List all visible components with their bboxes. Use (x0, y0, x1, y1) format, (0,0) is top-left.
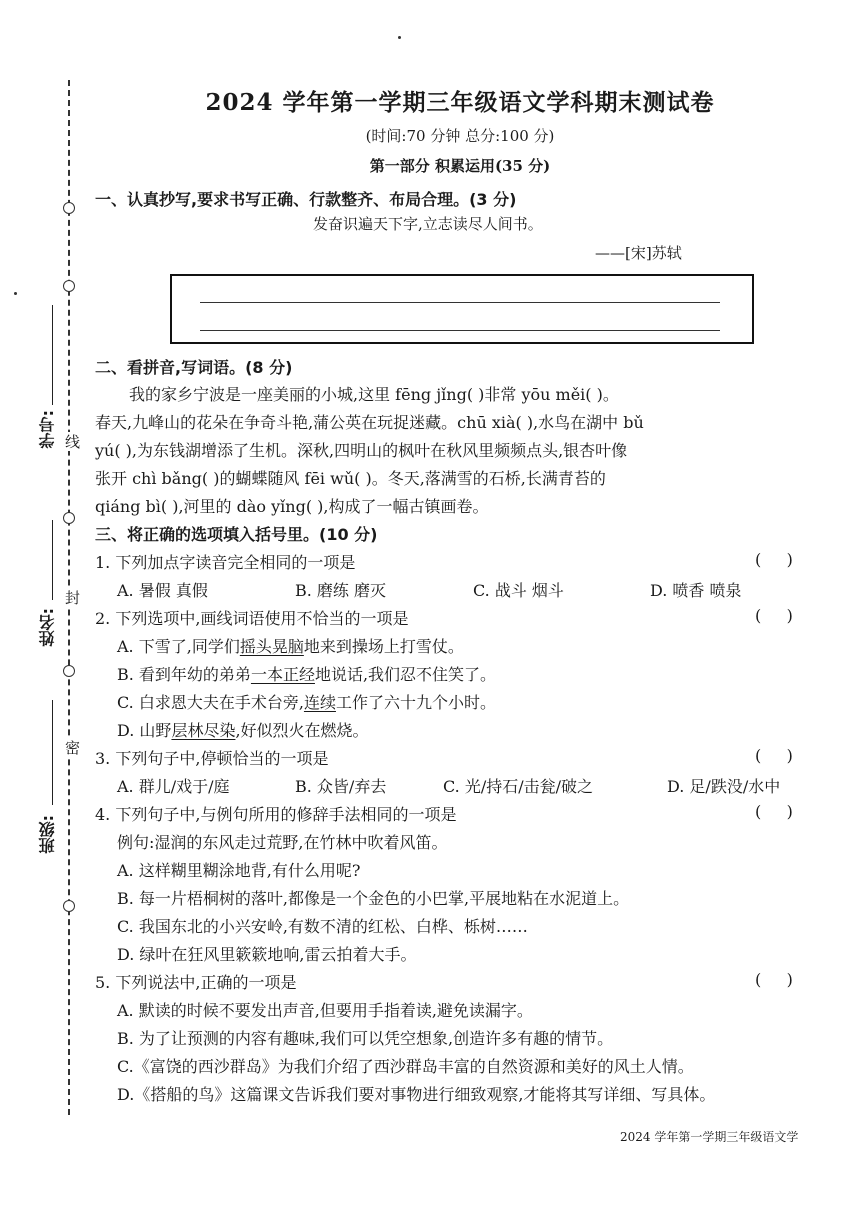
q5-option-a: A. 默读的时候不要发出声音,但要用手指着读,避免读漏字。 (117, 1001, 533, 1020)
answer-blank-q3[interactable]: ( ) (755, 746, 793, 765)
question-4-stem: 4. 下列句子中,与例句所用的修辞手法相同的一项是 (95, 805, 457, 824)
class-field[interactable] (52, 700, 53, 805)
binding-char-mi: 密 (63, 740, 81, 755)
q4-option-c: C. 我国东北的小兴安岭,有数不清的红松、白桦、栎树…… (117, 917, 528, 936)
binding-char-xian: 线 (63, 434, 81, 449)
binding-hole (63, 280, 75, 292)
binding-hole (63, 900, 75, 912)
q3-option-b: B. 众皆/弃去 (295, 777, 387, 796)
page-footer: 2024 学年第一学期三年级语文学 (620, 1130, 799, 1144)
q4-example: 例句:湿润的东风走过荒野,在竹林中吹着风笛。 (117, 833, 448, 852)
q1-option-d: D. 喷香 喷泉 (650, 581, 742, 600)
answer-blank-q5[interactable]: ( ) (755, 970, 793, 989)
underlined-word: 一本正经 (250, 665, 315, 684)
question-3-stem: 3. 下列句子中,停顿恰当的一项是 (95, 749, 329, 768)
q2-option-c: C. 白求恩大夫在手术台旁,连续工作了六十九个小时。 (117, 693, 496, 712)
q4-option-b: B. 每一片梧桐树的落叶,都像是一个金色的小巴掌,平展地粘在水泥道上。 (117, 889, 630, 908)
q3-option-c: C. 光/持石/击瓮/破之 (443, 777, 594, 796)
q5-option-d: D.《搭船的鸟》这篇课文告诉我们要对事物进行细致观察,才能将其写详细、写具体。 (117, 1085, 716, 1104)
writing-line (200, 330, 720, 331)
q3-option-d: D. 足/跌没/水中 (667, 777, 781, 796)
exam-time-score: (时间:70 分钟 总分:100 分) (365, 127, 555, 145)
question-1-stem: 1. 下列加点字读音完全相同的一项是 (95, 553, 356, 572)
pinyin-line: 春天,九峰山的花朵在争奇斗艳,蒲公英在玩捉迷藏。chū xià( ),水鸟在湖中 bǔ (95, 413, 644, 432)
class-label: 班级: (38, 815, 57, 854)
binding-hole (63, 512, 75, 524)
writing-line (200, 302, 720, 303)
underlined-word: 连续 (303, 693, 336, 712)
binding-hole (63, 665, 75, 677)
question-5-stem: 5. 下列说法中,正确的一项是 (95, 973, 297, 992)
section3-heading: 三、将正确的选项填入括号里。(10 分) (95, 525, 378, 544)
page-title: 2024 学年第一学期三年级语文学科期末测试卷 (205, 89, 715, 116)
student-number-field[interactable] (52, 305, 53, 405)
q1-option-a: A. 暑假 真假 (117, 581, 208, 600)
pinyin-line: 我的家乡宁波是一座美丽的小城,这里 fēng jǐng( )非常 yōu měi( )。 (129, 385, 619, 404)
student-number-label: 学号: (38, 410, 57, 449)
pinyin-line: 张开 chì bǎng( )的蝴蝶随风 fēi wǔ( )。冬天,落满雪的石桥,长满青苔的 (95, 469, 606, 488)
copy-writing-box[interactable] (170, 274, 754, 344)
binding-hole (63, 202, 75, 214)
scan-speck (14, 292, 17, 295)
poem-author: ——[宋]苏轼 (595, 244, 682, 262)
student-name-field[interactable] (52, 520, 53, 600)
binding-margin (0, 0, 95, 1120)
answer-blank-q1[interactable]: ( ) (755, 550, 793, 569)
part-heading: 第一部分 积累运用(35 分) (369, 157, 551, 175)
underlined-word: 摇头晃脑 (239, 637, 304, 656)
copy-poem: 发奋识遍天下字,立志读尽人间书。 (313, 215, 543, 233)
answer-blank-q2[interactable]: ( ) (755, 606, 793, 625)
question-2-stem: 2. 下列选项中,画线词语使用不恰当的一项是 (95, 609, 409, 628)
q1-option-b: B. 磨练 磨灭 (295, 581, 387, 600)
answer-blank-q4[interactable]: ( ) (755, 802, 793, 821)
pinyin-line: yú( ),为东钱湖增添了生机。深秋,四明山的枫叶在秋风里频频点头,银杏叶像 (95, 441, 628, 460)
underlined-word: 层林尽染 (171, 721, 236, 740)
section1-heading: 一、认真抄写,要求书写正确、行款整齐、布局合理。(3 分) (95, 190, 517, 209)
q2-option-a: A. 下雪了,同学们摇头晃脑地来到操场上打雪仗。 (117, 637, 464, 656)
section2-heading: 二、看拼音,写词语。(8 分) (95, 358, 293, 377)
q3-option-a: A. 群儿/戏于/庭 (117, 777, 230, 796)
q2-option-b: B. 看到年幼的弟弟一本正经地说话,我们忍不住笑了。 (117, 665, 497, 684)
pinyin-line: qiáng bì( ),河里的 dào yǐng( ),构成了一幅古镇画卷。 (95, 497, 489, 516)
q4-option-d: D. 绿叶在狂风里簌簌地响,雷云拍着大手。 (117, 945, 417, 964)
q5-option-c: C.《富饶的西沙群岛》为我们介绍了西沙群岛丰富的自然资源和美好的风土人情。 (117, 1057, 694, 1076)
scan-speck (398, 36, 401, 39)
binding-char-feng: 封 (63, 590, 81, 605)
q2-option-d: D. 山野层林尽染,好似烈火在燃烧。 (117, 721, 369, 740)
q4-option-a: A. 这样糊里糊涂地背,有什么用呢? (117, 861, 361, 880)
student-name-label: 姓名: (38, 608, 57, 647)
q1-option-c: C. 战斗 烟斗 (473, 581, 564, 600)
q5-option-b: B. 为了让预测的内容有趣味,我们可以凭空想象,创造许多有趣的情节。 (117, 1029, 614, 1048)
